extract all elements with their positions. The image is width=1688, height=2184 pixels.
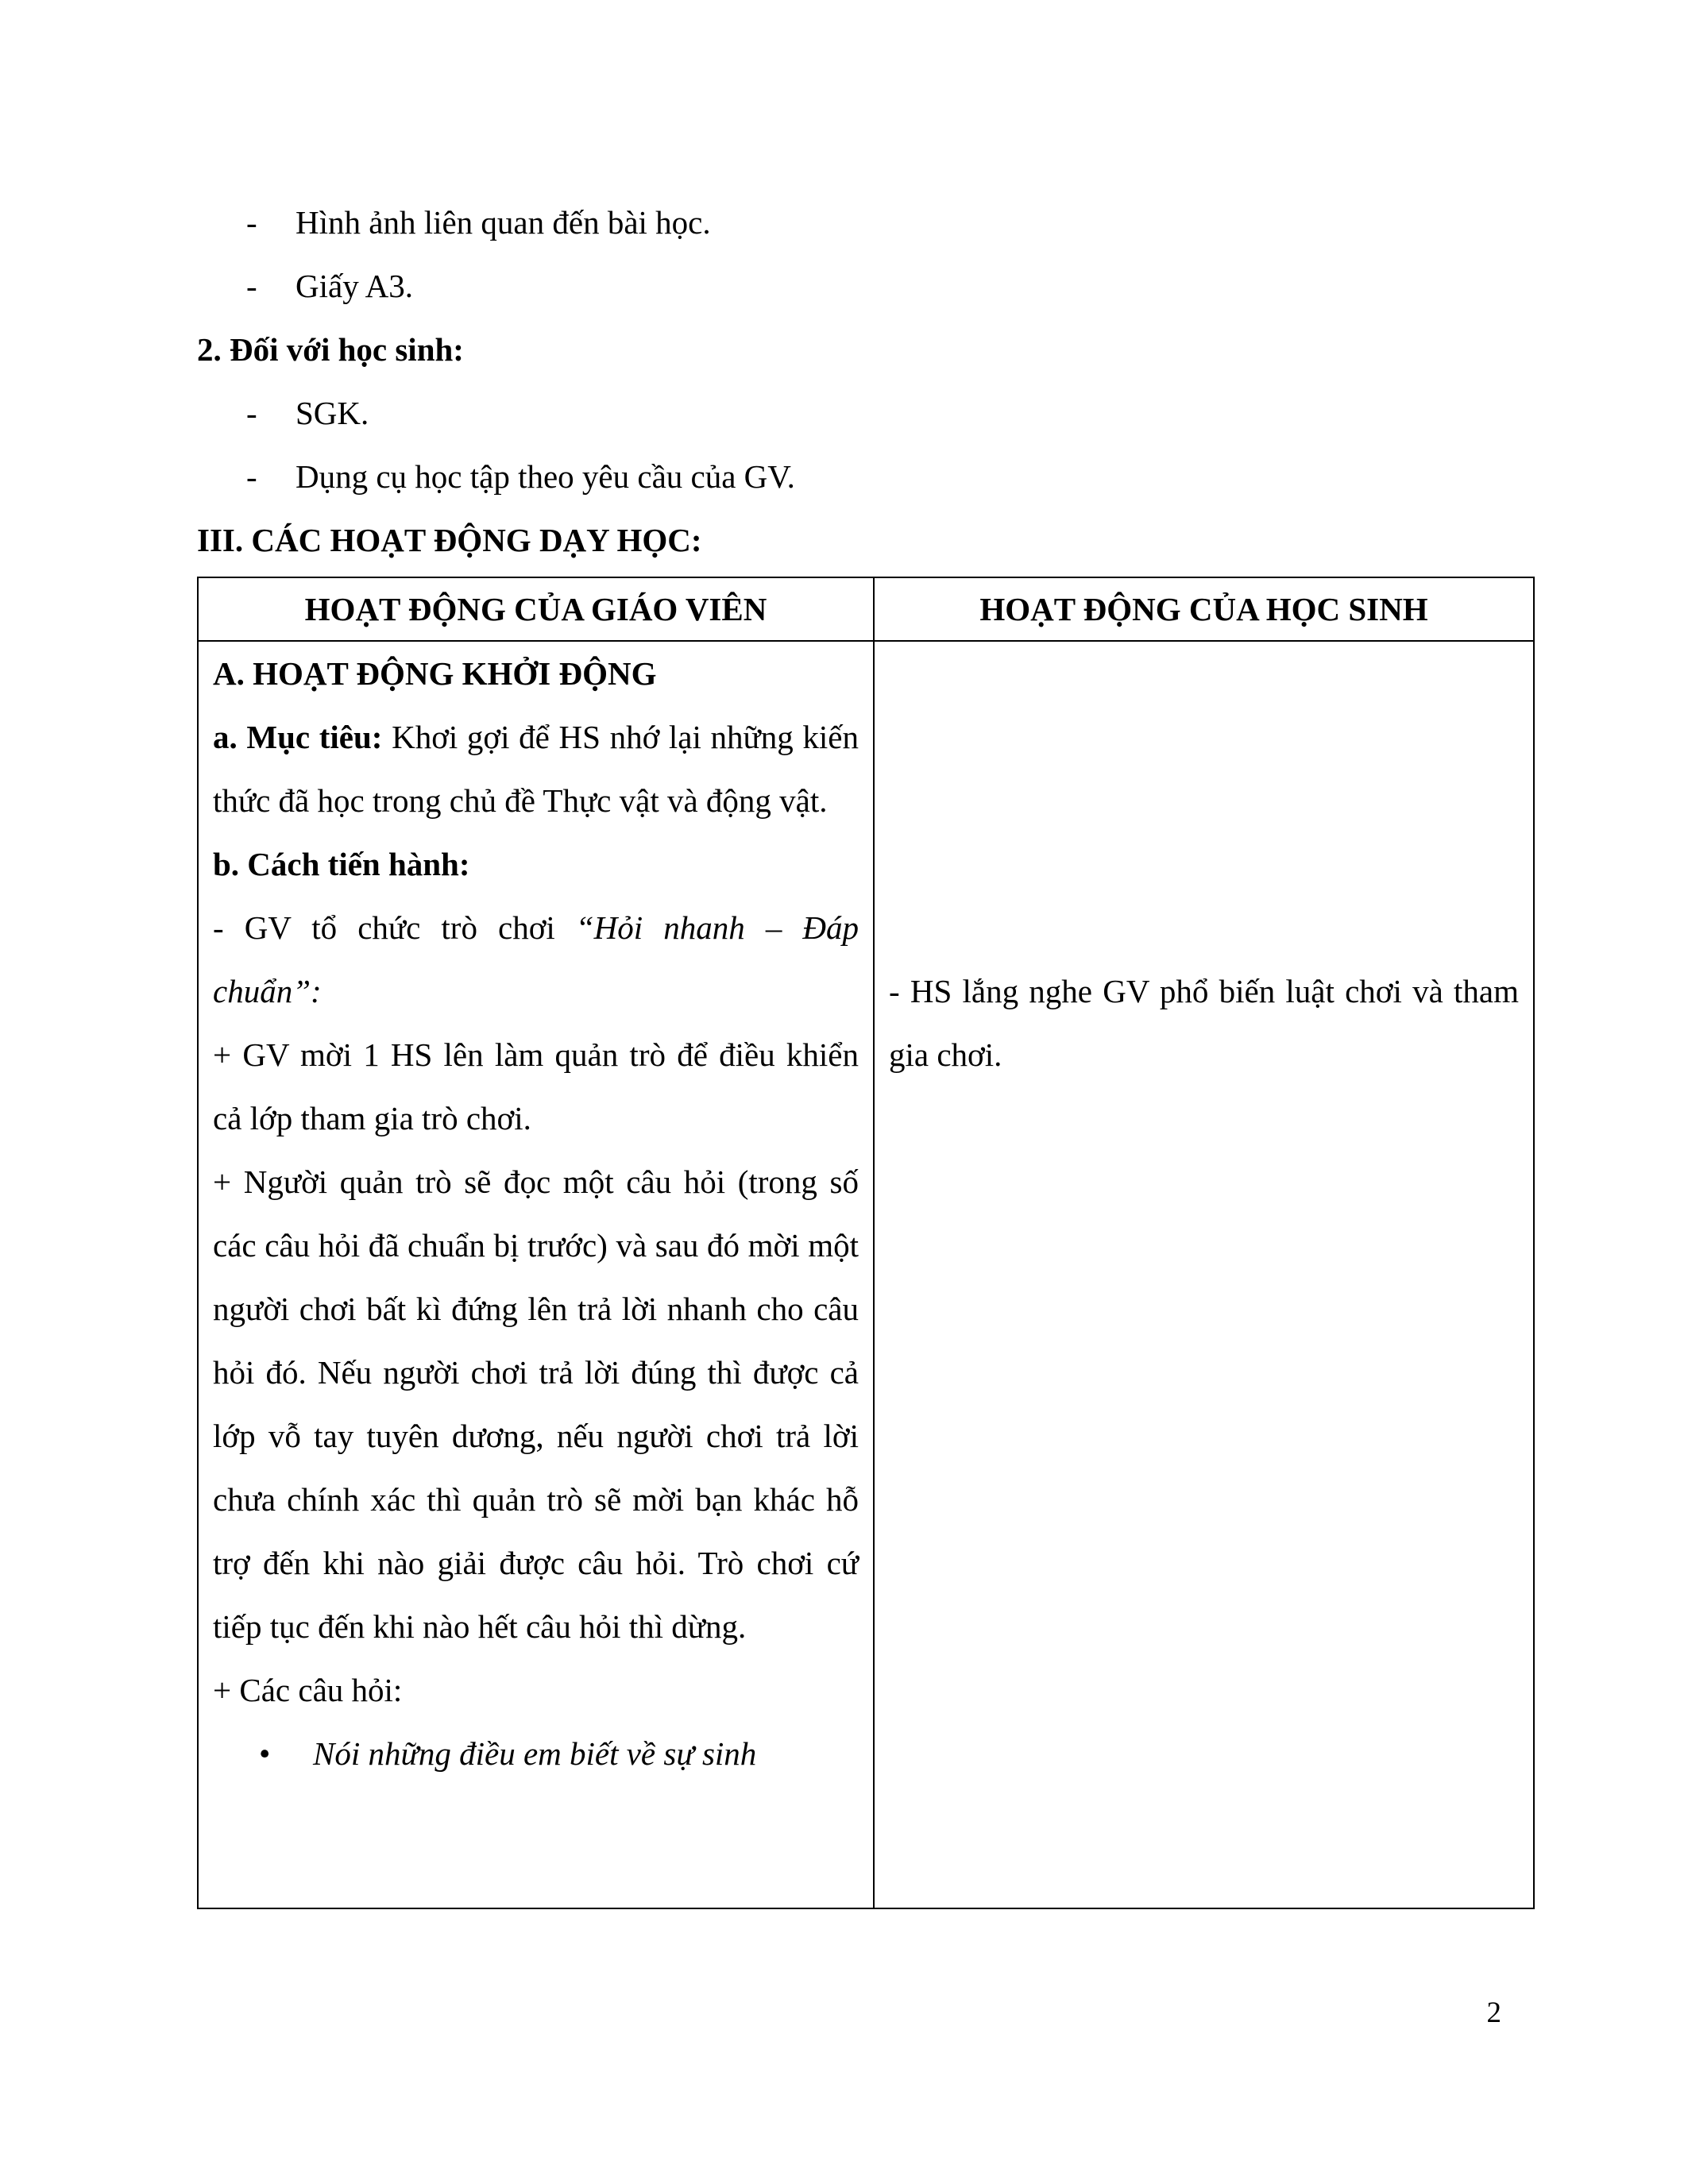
dash-marker: - [246,458,257,495]
step-1: + GV mời 1 HS lên làm quản trò để điều khiển cả lớp tham gia trò chơi. [213,1036,859,1136]
section-heading: III. CÁC HOẠT ĐỘNG DẠY HỌC: [197,522,702,558]
list-item [197,191,1532,254]
activity-title: A. HOẠT ĐỘNG KHỞI ĐỘNG [213,655,657,692]
objective-paragraph [213,705,859,832]
blank-space [889,642,1519,959]
step-2: + Người quản trò sẽ đọc một câu hỏi (trong số các câu hỏi đã chuẩn bị trước) và sau đó mời một người chơi bất kì đứng lên trả lời nhanh cho câu hỏi đó. Nếu người chơi trả lời đúng thì được cả lớp vỗ tay tuyên dương, nếu người chơi trả lời chưa chính xác thì quản trò sẽ mời bạn khác hỗ trợ đến khi nào giải được câu hỏi. Trò chơi cứ tiếp tục đến khi nào hết câu hỏi thì dừng. [213,1163,859,1645]
student-material-1: SGK. [295,395,369,431]
bullet-marker: • [259,1735,271,1772]
student-material-2: Dụng cụ học tập theo yêu cầu của GV. [295,458,795,495]
list-item [197,254,1532,318]
teacher-material-2: Giấy A3. [295,268,414,304]
page-number: 2 [1486,1997,1501,2029]
teacher-activity-cell [198,641,874,1908]
game-name: “Hỏi nhanh – Đáp chuẩn”: [213,909,859,1009]
teacher-material-1: Hình ảnh liên quan đến bài học. [295,204,711,241]
list-item [197,381,1532,445]
activities-table [197,577,1535,1909]
header-teacher: HOẠT ĐỘNG CỦA GIÁO VIÊN [198,577,874,641]
table-header-row [198,577,1534,641]
dash-marker: - [246,395,257,431]
game-intro: - GV tổ chức trò chơi [213,909,576,946]
objective-text: Khơi gợi để HS nhớ lại những kiến thức đã học trong chủ đề Thực vật và động vật. [213,719,859,819]
objective-label: a. Mục tiêu: [213,719,383,755]
question-item [213,1722,859,1785]
materials-section [197,191,1532,572]
student-response: - HS lắng nghe GV phổ biến luật chơi và tham gia chơi. [889,973,1519,1073]
student-heading: 2. Đối với học sinh: [197,331,464,368]
table-row [198,641,1534,1908]
dash-marker: - [246,268,257,304]
header-student: HOẠT ĐỘNG CỦA HỌC SINH [874,577,1534,641]
question-1: Nói những điều em biết về sự sinh [313,1735,757,1772]
list-item [197,445,1532,508]
procedure-label: b. Cách tiến hành: [213,846,470,882]
game-intro-paragraph [213,896,859,1023]
student-activity-cell [874,641,1534,1908]
questions-label: + Các câu hỏi: [213,1672,403,1708]
dash-marker: - [246,204,257,241]
